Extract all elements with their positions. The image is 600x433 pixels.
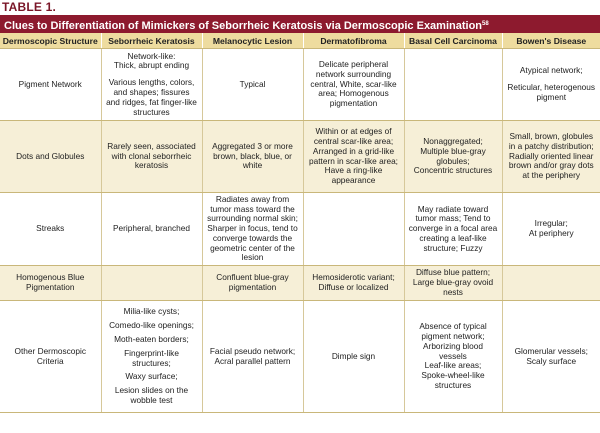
structure-cell: Streaks (0, 193, 101, 266)
cell-line: Comedo-like openings; (109, 320, 194, 331)
header-seborrheic-keratosis: Seborrheic Keratosis (101, 33, 202, 49)
bowens-disease-cell (502, 49, 600, 121)
cell-line: Leaf-like areas; (424, 360, 482, 371)
cell-line: Acral parallel pattern (214, 355, 291, 366)
melanocytic-lesion-cell (202, 301, 303, 413)
seborrheic-keratosis-cell: Rarely seen, associated with clonal seborrheic keratosis (101, 121, 202, 193)
structure-cell: Dots and Globules (0, 121, 101, 193)
table-row (0, 301, 600, 413)
melanocytic-lesion-cell: Radiates away from tumor mass toward the surrounding normal skin; Sharper in focus, tend to converge towards the geometric center of the lesion (202, 193, 303, 266)
dermatofibroma-cell: Dimple sign (303, 301, 404, 413)
basal-cell-carcinoma-cell (404, 121, 502, 193)
table-row (0, 266, 600, 301)
bowens-disease-cell (502, 266, 600, 301)
table-row (0, 193, 600, 266)
basal-cell-carcinoma-cell: May radiate toward tumor mass; Tend to converge in a focal area creating a leaf-like structure; Fuzzy (404, 193, 502, 266)
seborrheic-keratosis-cell (101, 266, 202, 301)
cell-line: Fingerprint-like structures; (124, 347, 179, 368)
structure-cell: Homogenous Blue Pigmentation (0, 266, 101, 301)
cell-line: Nonaggregated; (423, 135, 483, 146)
structure-cell: Other Dermoscopic Criteria (0, 301, 101, 413)
melanocytic-lesion-cell: Confluent blue-gray pigmentation (202, 266, 303, 301)
cell-line: Facial pseudo network; (209, 345, 296, 356)
cell-line: Moth-eaten borders; (114, 333, 189, 344)
bowens-disease-cell (502, 193, 600, 266)
structure-cell: Pigment Network (0, 49, 101, 121)
bowens-disease-cell: Small, brown, globules in a patchy distribution; Radially oriented linear brown and/or gray dots at the periphery (502, 121, 600, 193)
table-row (0, 121, 600, 193)
basal-cell-carcinoma-cell (404, 301, 502, 413)
dermoscopy-table (0, 33, 600, 413)
header-dermoscopic-structure: Dermoscopic Structure (0, 33, 101, 49)
dermatofibroma-cell (303, 193, 404, 266)
cell-line: Concentric structures (413, 165, 493, 176)
seborrheic-keratosis-cell (101, 301, 202, 413)
cell-line: Diffuse blue pattern; (415, 267, 491, 278)
table-label: TABLE 1. (2, 0, 57, 14)
cell-line: Within or at edges of central scar-like area; Arranged in a grid-like pattern in scar-like area; (308, 126, 398, 166)
cell-line: Waxy surface; (125, 371, 178, 382)
cell-line: At periphery (528, 228, 574, 238)
cell-line: Lesion slides on the wobble test (114, 385, 189, 405)
table-title-bar (0, 15, 600, 33)
cell-line: Reticular, heterogenous pigment (507, 82, 596, 102)
header-dermatofibroma: Dermatofibroma (303, 33, 404, 49)
cell-line: Thick, abrupt ending (113, 60, 190, 71)
seborrheic-keratosis-cell (101, 49, 202, 121)
cell-line: Network-like: (127, 50, 176, 61)
cell-line: Irregular; (534, 218, 568, 229)
dermatofibroma-cell (303, 121, 404, 193)
table-title: Clues to Differentiation of Mimickers of Seborrheic Keratosis via Dermoscopic Examination (4, 20, 483, 32)
header-basal-cell-carcinoma: Basal Cell Carcinoma (404, 33, 502, 49)
cell-line: Arborizing blood vessels (423, 340, 483, 361)
cell-line: Various lengths, colors, and shapes; fissures and ridges, fat finger-like structures (106, 77, 197, 117)
dermatofibroma-cell (303, 266, 404, 301)
cell-line: Diffuse or localized (318, 282, 389, 292)
header-bowens-disease: Bowen's Disease (502, 33, 600, 49)
cell-line: Milia-like cysts; (123, 306, 180, 317)
cell-line: Glomerular vessels; (514, 345, 588, 356)
basal-cell-carcinoma-cell (404, 266, 502, 301)
cell-line: Absence of typical pigment network; (419, 321, 487, 341)
title-reference: 58 (482, 21, 489, 27)
cell-line: Multiple blue-gray globules; (420, 145, 486, 166)
table-row (0, 49, 600, 121)
cell-line: Large blue-gray ovoid nests (412, 277, 494, 297)
bowens-disease-cell (502, 301, 600, 413)
header-melanocytic-lesion: Melanocytic Lesion (202, 33, 303, 49)
melanocytic-lesion-cell: Aggregated 3 or more brown, black, blue, or white (202, 121, 303, 193)
cell-line: Hemosiderotic variant; (312, 272, 395, 283)
cell-line: Scaly surface (526, 355, 577, 366)
seborrheic-keratosis-cell: Peripheral, branched (101, 193, 202, 266)
cell-line: Atypical network; (519, 65, 583, 76)
cell-line: Have a ring-like appearance (324, 165, 383, 186)
table-header-row (0, 33, 600, 49)
cell-line: Spoke-wheel-like structures (421, 370, 485, 390)
dermatofibroma-cell: Delicate peripheral network surrounding central, White, scar-like area; Homogenous pigmentation (303, 49, 404, 121)
melanocytic-lesion-cell: Typical (202, 49, 303, 121)
basal-cell-carcinoma-cell (404, 49, 502, 121)
